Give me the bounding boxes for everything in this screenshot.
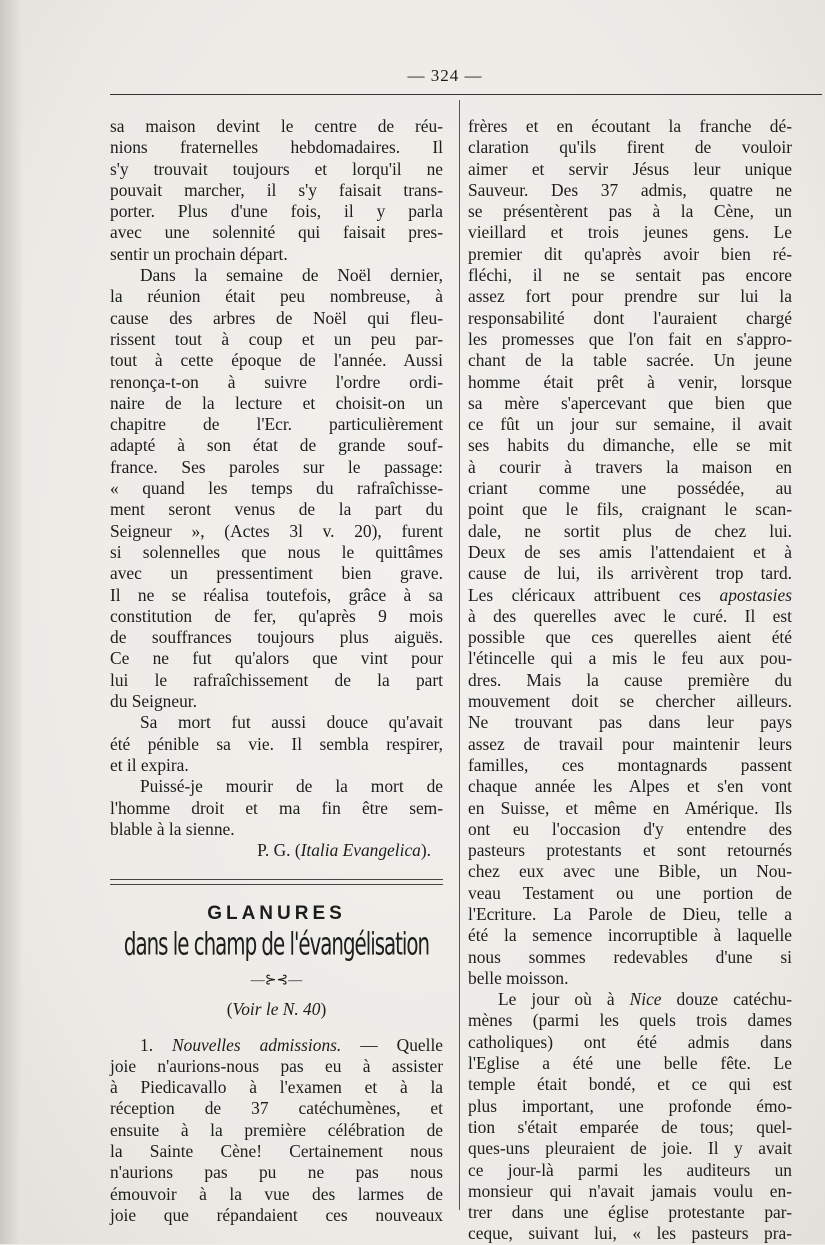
text-line: chaque année les Alpes et s'en vont	[468, 776, 792, 797]
text-line: mouvement doit se chercher ailleurs.	[468, 691, 792, 712]
text-line: Puissé-je mourir de la mort de	[140, 776, 443, 797]
text-line: joie n'aurions-nous pas eu à assister	[110, 1055, 443, 1076]
text-line: catholiques) ont été admis dans	[468, 1031, 792, 1052]
text-line: responsabilité dont l'auraient chargé	[468, 307, 792, 328]
text-line: ont eu l'occasion d'y entendre des	[468, 818, 792, 839]
text-line: ceque, suivant lui, « les pasteurs pra-	[468, 1223, 792, 1244]
item-number: 1.	[140, 1034, 173, 1055]
text-line: l'Ecriture. La Parole de Dieu, telle a	[468, 903, 792, 924]
text-line: premier dit qu'après avoir bien ré-	[468, 243, 792, 264]
text-line: Dans la semaine de Noël dernier,	[140, 265, 443, 286]
text-line: émouvoir à la vue des larmes de	[110, 1183, 443, 1204]
text-line: pasteurs protestants et sont retournés	[468, 840, 792, 861]
right-column	[468, 116, 792, 1245]
text-line: avec une solennité qui faisait pres-	[110, 222, 443, 243]
text-line: pouvait marcher, il s'y faisait trans-	[110, 179, 443, 200]
text-line: adapté à son état de grande souf-	[110, 435, 443, 456]
signature	[110, 840, 443, 861]
text-line: assez fort pour prendre sur lui la	[468, 286, 792, 307]
text-line: avec un pressentiment bien grave.	[110, 563, 443, 584]
text-line: Ce ne fut qu'alors que vint pour	[110, 648, 443, 669]
text-line: renonça-t-on à suivre l'ordre ordi-	[110, 371, 443, 392]
section-divider	[110, 879, 443, 885]
text-line: france. Ses paroles sur le passage:	[110, 456, 443, 477]
text-line: chapitre de l'Ecr. particulièrement	[110, 414, 443, 435]
reference-open: (	[226, 999, 233, 1020]
page-edge-shadow	[0, 0, 22, 1244]
text-line: réception de 37 catéchumènes, et	[110, 1098, 443, 1119]
text-line: s'y trouvait toujours et lorqu'il ne	[110, 158, 443, 179]
text-line: naire de la lecture et choisit-on un	[110, 392, 443, 413]
text-line: aimer et servir Jésus leur unique	[468, 158, 792, 179]
text-line: si solennelles que nous le quittâmes	[110, 541, 443, 562]
text-line: été la semence incorruptible à laquelle	[468, 925, 792, 946]
text-line: sentir un prochain départ.	[110, 243, 288, 264]
nice-word: Nice	[629, 989, 662, 1010]
text-line: blable à la sienne.	[110, 818, 235, 839]
text-line: ensuite à la première célébration de	[110, 1119, 443, 1140]
left-paragraph-1	[110, 116, 443, 265]
text-line: la réunion était peu nombreuse, à	[110, 286, 443, 307]
text-line: ment seront venus de la part du	[110, 499, 443, 520]
text-line: ses habits du dimanche, elle se mit	[468, 435, 792, 456]
section-subtitle: dans le champ de l'évangélisation	[123, 927, 430, 963]
item-text: — Quelle	[341, 1034, 443, 1055]
text-line: criant comme une possédée, au	[468, 478, 792, 499]
text-line: l'Eglise a été une belle fête. Le	[468, 1053, 792, 1074]
text-line: à Piedicavallo à l'examen et à la	[110, 1077, 443, 1098]
text-line: cause des arbres de Noël qui fleu-	[110, 307, 443, 328]
text-line: point que le fils, craignant le scan-	[468, 499, 792, 520]
reference-text: Voir le N. 40	[232, 999, 321, 1020]
text-line: à des querelles avec le curé. Il est	[468, 605, 792, 626]
text-line: porter. Plus d'une fois, il y parla	[110, 201, 443, 222]
text-line: du Seigneur.	[110, 691, 197, 712]
text-line: ce jour-là parmi les auditeurs un	[468, 1159, 792, 1180]
right-paragraph-1	[468, 116, 792, 989]
text-line	[468, 585, 792, 606]
text-line: été pénible sa vie. Il sembla respirer,	[110, 733, 443, 754]
apost-word: apostasies	[719, 584, 792, 605]
text-line: sa mère s'apercevant que bien que	[468, 392, 792, 413]
signature-prefix: P. G. (	[257, 840, 301, 861]
text-line: possible que ces querelles aient été	[468, 627, 792, 648]
text-line: fléchi, il ne se sentait pas encore	[468, 265, 792, 286]
text-line: Seigneur », (Actes 3l v. 20), furent	[110, 520, 443, 541]
ornament-divider: —⊱⊰—	[250, 972, 303, 988]
text-line	[110, 1035, 443, 1056]
text-line: claration qu'ils firent de vouloir	[468, 137, 792, 158]
reference-note	[110, 999, 443, 1020]
text-line: « quand les temps du rafraîchisse-	[110, 478, 443, 499]
text-line: trer dans une église protestante par-	[468, 1202, 792, 1223]
text-line: de souffrances toujours plus aiguës.	[110, 627, 443, 648]
text-line: veau Testament ou une portion de	[468, 882, 792, 903]
text-line: familles, ces montagnards passent	[468, 754, 792, 775]
text-line: n'aurions pas pu ne pas nous	[110, 1162, 443, 1183]
text-line: cause de lui, ils arrivèrent trop tard.	[468, 563, 792, 584]
text-line	[468, 989, 792, 1010]
right-paragraph-2	[468, 989, 792, 1245]
text-line: Il ne se réalisa toutefois, grâce à sa	[110, 584, 443, 605]
text-line: mènes (parmi les quels trois dames	[468, 1010, 792, 1031]
text-line: Sa mort fut aussi douce qu'avait	[140, 712, 443, 733]
nice-suffix: douze catéchu-	[661, 989, 793, 1010]
left-column	[110, 116, 443, 1226]
text-line: nions fraternelles hebdomadaires. Il	[110, 137, 443, 158]
text-line: nous sommes redevables d'une si	[468, 946, 792, 967]
text-line: et il expira.	[110, 754, 189, 775]
text-line: monsieur qui n'avait jamais voulu en-	[468, 1180, 792, 1201]
text-line: les promesses que l'on fait en s'appro-	[468, 328, 792, 349]
text-line: se présentèrent pas à la Cène, un	[468, 201, 792, 222]
reference-close: )	[320, 999, 327, 1020]
page-number: — 324 —	[407, 66, 483, 85]
left-paragraph-2	[110, 265, 443, 712]
text-line: Ne trouvant pas dans leur pays	[468, 712, 792, 733]
apost-prefix: Les cléricaux attribuent ces	[468, 584, 720, 605]
text-line: temple était bondé, et ce qui est	[468, 1074, 792, 1095]
text-line: ce fût un jour sur semaine, il avait	[468, 414, 792, 435]
section-title: GLANURES	[207, 903, 346, 925]
text-line: constitution de fer, qu'après 9 mois	[110, 605, 443, 626]
text-line: belle moisson.	[468, 967, 569, 988]
header-rule	[110, 94, 822, 95]
text-line: tion s'était emparée de tous; quel-	[468, 1116, 792, 1137]
text-line: dres. Mais la cause première du	[468, 669, 792, 690]
signature-source: Italia Evangelica	[300, 840, 421, 861]
text-line: rissent tout à coup et un peu par-	[110, 328, 443, 349]
nice-prefix: Le jour où à	[498, 989, 630, 1010]
text-line: plus important, une profonde émo-	[468, 1095, 792, 1116]
text-line: joie que répandaient ces nouveaux	[110, 1204, 443, 1225]
text-line: Deux de ses amis l'attendaient et à	[468, 541, 792, 562]
text-line: dale, ne sortit plus de chez lui.	[468, 520, 792, 541]
text-line: homme était prêt à venir, lorsque	[468, 371, 792, 392]
signature-suffix: ).	[420, 840, 431, 861]
text-line: chant de la table sacrée. Un jeune	[468, 350, 792, 371]
item-1	[110, 1035, 443, 1227]
text-line: en Suisse, et même en Amérique. Ils	[468, 797, 792, 818]
text-line: l'homme droit et ma fin être sem-	[110, 797, 443, 818]
text-line: sa maison devint le centre de réu-	[110, 116, 443, 136]
text-line: l'étincelle qui a mis le feu aux pou-	[468, 648, 792, 669]
text-line: tout à cette époque de l'année. Aussi	[110, 350, 443, 371]
text-line: Sauveur. Des 37 admis, quatre ne	[468, 179, 792, 200]
text-line: frères et en écoutant la franche dé-	[468, 116, 792, 136]
left-paragraph-4	[110, 776, 443, 840]
left-paragraph-3	[110, 712, 443, 776]
item-heading: Nouvelles admissions.	[172, 1034, 342, 1055]
text-line: assez de travail pour maintenir leurs	[468, 733, 792, 754]
text-line: vieillard et trois jeunes gens. Le	[468, 222, 792, 243]
text-line: ques-uns pleuraient de joie. Il y avait	[468, 1138, 792, 1159]
text-line: à courir à travers la maison en	[468, 456, 792, 477]
text-line: lui le rafraîchissement de la part	[110, 669, 443, 690]
text-line: la Sainte Cène! Certainement nous	[110, 1141, 443, 1162]
text-line: chez eux avec une Bible, un Nou-	[468, 861, 792, 882]
column-divider	[459, 100, 460, 1210]
